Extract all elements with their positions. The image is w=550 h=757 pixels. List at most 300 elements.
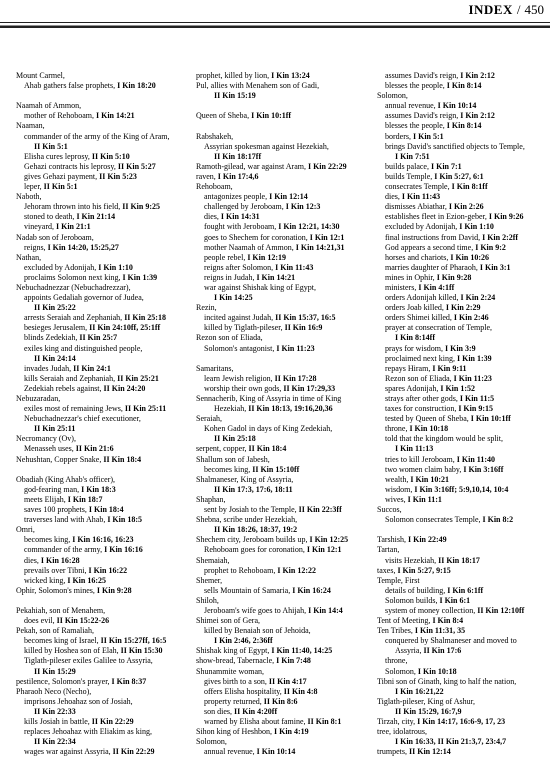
index-entry — [377, 545, 545, 555]
index-subentry — [16, 202, 184, 212]
scripture-reference: I Kin 8:1ff — [451, 182, 488, 192]
entry-text: Tartan, — [377, 545, 400, 555]
entry-text: mines in Ophir, — [385, 272, 435, 282]
scripture-reference: II Kin 22:29 — [91, 717, 134, 726]
entry-text: Obadiah (King Ahab's officer), — [16, 474, 116, 484]
entry-text: Solomon's antagonist, — [204, 343, 275, 353]
index-subentry — [16, 263, 184, 273]
scripture-reference: I Kin 12:14 — [269, 192, 308, 202]
entry-text: Rezon son of Eliada, — [385, 373, 452, 383]
entry-text: builds palace, — [385, 161, 429, 171]
index-subentry — [196, 233, 364, 243]
scripture-reference: I Kin 14:21 — [256, 272, 296, 282]
scripture-reference: II Kin 15:10ff — [252, 464, 300, 474]
scripture-reference: I Kin 12:25 — [309, 535, 349, 545]
index-entry — [16, 71, 184, 81]
scripture-reference: II Kin 25:7 — [79, 333, 118, 343]
entry-text: leper, — [24, 182, 42, 192]
scripture-reference: I Kin 10:14 — [256, 747, 296, 757]
entry-text: Tiglath-pileser, King of Ashur, — [377, 696, 475, 706]
index-entry — [196, 132, 364, 142]
index-entry — [16, 192, 184, 202]
scripture-reference: II Kin 15:30 — [120, 646, 163, 656]
index-entry — [16, 586, 184, 596]
index-subentry — [16, 293, 184, 303]
index-subentry — [377, 374, 545, 384]
entry-text: Ten Tribes, — [377, 626, 413, 636]
scripture-reference: I Kin 11:40, 14:25 — [271, 646, 333, 656]
index-entry — [377, 727, 545, 737]
index-entry — [196, 667, 364, 677]
entry-text: killed by Benaiah son of Jehoida, — [204, 626, 311, 636]
scripture-reference: I Kin 18:5 — [107, 515, 142, 525]
entry-text: Necromancy (Ov), — [16, 434, 76, 444]
index-subentry — [377, 465, 545, 475]
entry-text: worship their own gods, — [204, 383, 282, 393]
index-continuation — [16, 424, 184, 434]
scripture-reference: II Kin 4:20ff — [234, 706, 278, 716]
index-subentry — [16, 404, 184, 414]
entry-text: killed by Hoshea son of Elah, — [24, 646, 119, 656]
scripture-reference: II Kin 12:10ff — [477, 605, 525, 615]
index-subentry — [377, 515, 545, 525]
entry-text: Rezon son of Eliada, — [196, 333, 263, 343]
page-title: INDEX — [468, 2, 513, 17]
index-subentry — [377, 394, 545, 404]
entry-text: Tent of Meeting, — [377, 616, 431, 626]
entry-text: Pharaoh Neco (Necho), — [16, 686, 92, 696]
entry-text: kills Josiah in battle, — [24, 717, 90, 726]
index-entry — [377, 717, 545, 727]
index-entry — [196, 182, 364, 192]
index-subentry — [196, 424, 364, 434]
page-number: 450 — [524, 2, 544, 17]
entry-text: Nehushtan, Copper Snake, — [16, 454, 102, 464]
index-subentry — [196, 313, 364, 323]
index-entry — [16, 626, 184, 636]
scripture-reference: I Kin 12:1 — [309, 232, 345, 242]
index-subentry — [16, 132, 184, 142]
scripture-reference: I Kin 8:14 — [446, 81, 482, 91]
index-subentry — [377, 586, 545, 596]
entry-text: annual revenue, — [385, 101, 436, 111]
entry-text: gives birth to a son, — [204, 676, 267, 686]
scripture-reference: I Kin 1:39 — [456, 353, 492, 363]
entry-text: commander of the army of the King of Aram, — [24, 131, 170, 141]
index-entry — [16, 233, 184, 243]
scripture-reference: I Kin 11:31, 35 — [414, 626, 466, 636]
scripture-reference: I Kin 10:21 — [410, 474, 449, 484]
index-entry — [196, 475, 364, 485]
index-subentry — [16, 384, 184, 394]
entry-text: commander of the army, — [24, 545, 103, 555]
index-subentry — [196, 202, 364, 212]
scripture-reference: I Kin 14:4 — [308, 605, 343, 615]
entry-text: Kohen Gadol in days of King Zedekiah, — [204, 424, 333, 434]
scripture-reference: II Kin 24:20 — [103, 383, 146, 393]
index-entry — [16, 475, 184, 485]
index-subentry — [196, 687, 364, 697]
entry-text: reigns, — [24, 242, 46, 252]
index-entry — [377, 626, 545, 636]
index-entry — [16, 283, 184, 293]
index-subentry — [16, 485, 184, 495]
index-subentry — [16, 273, 184, 283]
entry-text: vineyard, — [24, 222, 54, 232]
entry-text: spares Adonijah, — [385, 383, 439, 393]
entry-text: dies, — [204, 212, 219, 222]
index-continuation — [16, 142, 184, 152]
scripture-reference: II Kin 25:18 — [124, 313, 166, 323]
index-subentry — [377, 132, 545, 142]
entry-text: killed by Tiglath-pileser, — [204, 323, 283, 333]
index-subentry — [16, 222, 184, 232]
index-spacer — [196, 101, 364, 111]
entry-text: Shalmaneser, King of Assyria, — [196, 474, 294, 484]
entry-text: orders Adonijah killed, — [385, 293, 459, 303]
index-subentry — [196, 465, 364, 475]
entry-text: brings David's sanctified objects to Temple, — [385, 141, 525, 151]
index-subentry — [196, 142, 364, 152]
index-subentry — [196, 626, 364, 636]
index-entry — [377, 747, 545, 757]
entry-text: assumes David's reign, — [385, 71, 459, 80]
index-subentry — [377, 404, 545, 414]
entry-text: Succos, — [377, 505, 402, 515]
index-subentry — [377, 273, 545, 283]
entry-text: son dies, — [204, 706, 232, 716]
index-entry — [16, 455, 184, 465]
scripture-reference: I Kin 2:24 — [460, 293, 496, 303]
index-subentry — [196, 374, 364, 384]
scripture-reference: I Kin 11:23 — [453, 373, 492, 383]
entry-text: arrests Seraiah and Zephaniah, — [24, 313, 123, 323]
index-subentry — [16, 717, 184, 727]
index-subentry — [16, 727, 184, 737]
index-subentry — [377, 455, 545, 465]
entry-text: visits Hezekiah, — [385, 555, 437, 565]
index-subentry — [377, 384, 545, 394]
index-subentry — [16, 636, 184, 646]
entry-text: Seraiah, — [196, 414, 222, 424]
entry-text: besieges Jerusalem, — [24, 323, 88, 333]
entry-text: Nathan, — [16, 252, 42, 262]
index-subentry — [196, 283, 364, 293]
index-entry — [377, 505, 545, 515]
scripture-reference: II Kin 5:10 — [91, 151, 130, 161]
scripture-reference: I Kin 2:26 — [448, 202, 484, 212]
index-subentry — [377, 354, 545, 364]
index-subentry — [16, 364, 184, 374]
index-subentry — [377, 202, 545, 212]
index-subentry — [377, 243, 545, 253]
scripture-reference: I Kin 21:14 — [76, 212, 116, 222]
scripture-reference: I Kin 5:1 — [413, 131, 444, 141]
scripture-reference: II Kin 22:34 — [34, 737, 76, 747]
entry-text: Assyria, — [395, 646, 422, 656]
index-subentry — [196, 606, 364, 616]
index-continuation — [196, 525, 364, 535]
index-entry — [196, 162, 364, 172]
scripture-reference: I Kin 9:15 — [458, 404, 493, 414]
index-subentry — [377, 263, 545, 273]
scripture-reference: I Kin 9:2 — [475, 242, 506, 252]
index-continuation — [377, 152, 545, 162]
entry-text: consecrates Temple, — [385, 182, 450, 192]
index-subentry — [377, 364, 545, 374]
scripture-reference: I Kin 3:9 — [445, 343, 476, 353]
scripture-reference: I Kin 16:28 — [40, 555, 80, 565]
scripture-reference: I Kin 9:28 — [436, 272, 472, 282]
scripture-reference: I Kin 14:17, 16:6-9, 17, 23 — [417, 717, 506, 726]
entry-text: Ramoth-gilead, war against Aram, — [196, 161, 306, 171]
entry-text: annual revenue, — [204, 747, 255, 757]
index-entry — [196, 364, 364, 374]
index-entry — [196, 172, 364, 182]
index-subentry — [16, 172, 184, 182]
entry-text: goes to Shechem for coronation, — [204, 232, 308, 242]
index-entry — [16, 394, 184, 404]
entry-text: Jeroboam's wife goes to Ahijah, — [204, 605, 307, 615]
entry-text: orders Shimei killed, — [385, 313, 452, 323]
scripture-reference: II Kin 25:11 — [124, 404, 167, 414]
index-continuation — [377, 737, 545, 747]
index-subentry — [196, 707, 364, 717]
entry-text: taxes for construction, — [385, 404, 457, 414]
scripture-reference: I Kin 11:5 — [459, 394, 495, 403]
index-subentry — [16, 374, 184, 384]
entry-text: Hezekiah, — [214, 404, 247, 414]
scripture-reference: I Kin 1:52 — [440, 383, 475, 393]
scripture-reference: I Kin 8:4 — [432, 616, 464, 626]
entry-text: prophet to Rehoboam, — [204, 565, 276, 575]
index-subentry — [377, 233, 545, 243]
scripture-reference: II Kin 18:13, 19:16,20,36 — [248, 404, 333, 414]
scripture-reference: I Kin 16:21,22 — [395, 686, 444, 696]
scripture-reference: II Kin 4:17 — [268, 676, 307, 686]
index-entry — [196, 616, 364, 626]
index-subentry — [377, 162, 545, 172]
scripture-reference: I Kin 6:1ff — [447, 585, 484, 595]
index-entry — [16, 121, 184, 131]
entry-text: Shallum son of Jabesh, — [196, 454, 270, 464]
scripture-reference: II Kin 15:29, 16:7,9 — [395, 706, 462, 716]
index-subentry — [377, 596, 545, 606]
entry-text: Shunammite woman, — [196, 666, 264, 676]
scripture-reference: I Kin 8:14ff — [395, 333, 435, 343]
entry-text: excluded by Adonijah, — [385, 222, 458, 232]
index-subentry — [377, 344, 545, 354]
index-subentry — [16, 333, 184, 343]
scripture-reference: I Kin 16:22 — [88, 565, 128, 575]
entry-text: God appears a second time, — [385, 242, 474, 252]
entry-text: Shechem city, Jeroboam builds up, — [196, 535, 308, 545]
index-entry — [377, 616, 545, 626]
entry-text: stoned to death, — [24, 212, 75, 222]
entry-text: antagonizes people, — [204, 192, 268, 202]
entry-text: builds Temple, — [385, 171, 433, 181]
entry-text: Rezin, — [196, 303, 217, 313]
index-entry — [16, 525, 184, 535]
header-rule — [0, 22, 550, 28]
index-subentry — [16, 182, 184, 192]
scripture-reference: I Kin 2:29 — [445, 303, 481, 313]
index-entry — [196, 737, 364, 747]
index-entry — [196, 656, 364, 666]
entry-text: orders Joab killed, — [385, 303, 444, 313]
scripture-reference: II Kin 8:1 — [307, 717, 342, 726]
entry-text: Shebna, scribe under Hezekiah, — [196, 515, 298, 525]
scripture-reference: II Kin 25:11 — [34, 424, 76, 434]
entry-text: meets Elijah, — [24, 494, 66, 504]
index-entry — [196, 515, 364, 525]
entry-text: establishes fleet in Ezion-geber, — [385, 212, 487, 222]
entry-text: offers Elisha hospitality, — [204, 686, 282, 696]
entry-text: Tirzah, city, — [377, 717, 416, 726]
index-subentry — [196, 212, 364, 222]
index-continuation — [377, 333, 545, 343]
entry-text: exiles king and distinguished people, — [24, 343, 143, 353]
index-subentry — [377, 485, 545, 495]
entry-text: gives Gehazi payment, — [24, 171, 98, 181]
scripture-reference: I Kin 22:29 — [307, 161, 347, 171]
scripture-reference: I Kin 11:1 — [407, 494, 442, 504]
index-entry — [377, 697, 545, 707]
scripture-reference: II Kin 22:3ff — [298, 505, 342, 515]
entry-text: excluded by Adonijah, — [24, 262, 97, 272]
index-subentry — [377, 667, 545, 677]
index-subentry — [196, 253, 364, 263]
index-spacer — [16, 91, 184, 101]
entry-text: Solomon, — [377, 91, 408, 101]
index-continuation — [16, 303, 184, 313]
entry-text: show-bread, Tabernacle, — [196, 656, 275, 666]
index-continuation — [377, 646, 545, 656]
entry-text: Pul, allies with Menahem son of Gadi, — [196, 81, 320, 91]
entry-text: reigns in Judah, — [204, 272, 255, 282]
index-subentry — [196, 263, 364, 273]
entry-text: Solomon builds, — [385, 595, 438, 605]
entry-text: blesses the people, — [385, 121, 445, 131]
index-subentry — [16, 535, 184, 545]
index-subentry — [377, 192, 545, 202]
scripture-reference: I Kin 21:1 — [56, 222, 91, 232]
index-subentry — [16, 656, 184, 666]
scripture-reference: I Kin 4:1ff — [418, 282, 455, 292]
scripture-reference: I Kin 3:1 — [479, 262, 511, 272]
scripture-reference: I Kin 16:25 — [67, 575, 106, 585]
index-entry — [196, 646, 364, 656]
index-entry — [377, 535, 545, 545]
entry-text: wicked king, — [24, 575, 66, 585]
entry-text: people rebel, — [204, 252, 246, 262]
index-columns — [16, 71, 550, 757]
index-subentry — [377, 142, 545, 152]
index-entry — [196, 333, 364, 343]
scripture-reference: II Kin 25:21 — [117, 373, 159, 383]
entry-text: prays for wisdom, — [385, 343, 443, 353]
index-subentry — [377, 475, 545, 485]
entry-text: serpent, copper, — [196, 444, 247, 454]
index-subentry — [377, 71, 545, 81]
entry-text: wisdom, — [385, 484, 413, 494]
scripture-reference: I Kin 14:31 — [220, 212, 260, 222]
scripture-reference: I Kin 10:18 — [409, 424, 449, 434]
index-spacer — [196, 354, 364, 364]
entry-text: Tiglath-pileser exiles Galilee to Assyria, — [24, 656, 153, 666]
entry-text: replaces Jehoahaz with Eliakim as king, — [24, 727, 152, 737]
index-column-2 — [196, 71, 364, 757]
index-subentry — [196, 192, 364, 202]
entry-text: fought with Jeroboam, — [204, 222, 277, 232]
entry-text: learn Jewish religion, — [204, 373, 273, 383]
entry-text: kills Seraiah and Zephaniah, — [24, 373, 116, 383]
scripture-reference: I Kin 16:33, II Kin 21:3,7, 23:4,7 — [395, 737, 507, 747]
entry-text: Solomon, — [385, 666, 416, 676]
entry-text: tested by Queen of Sheba, — [385, 414, 469, 424]
index-continuation — [377, 444, 545, 454]
index-continuation — [196, 636, 364, 646]
scripture-reference: I Kin 9:11 — [432, 363, 467, 373]
entry-text: appoints Gedaliah governor of Judea, — [24, 293, 144, 303]
index-spacer — [377, 525, 545, 535]
index-subentry — [16, 566, 184, 576]
scripture-reference: II Kin 18:26, 18:37, 19:2 — [214, 525, 298, 535]
entry-text: warned by Elisha about famine, — [204, 717, 306, 726]
index-subentry — [196, 545, 364, 555]
index-subentry — [377, 212, 545, 222]
index-entry — [196, 576, 364, 586]
entry-text: marries daughter of Pharaoh, — [385, 262, 478, 272]
scripture-reference: I Kin 10:14 — [437, 101, 477, 111]
scripture-reference: I Kin 8:2 — [482, 515, 514, 525]
entry-text: throne, — [385, 656, 408, 666]
scripture-reference: I Kin 17:4,6 — [217, 171, 259, 181]
index-subentry — [196, 243, 364, 253]
entry-text: imprisons Jehoahaz son of Josiah, — [24, 696, 133, 706]
index-entry — [377, 566, 545, 576]
index-subentry — [16, 444, 184, 454]
entry-text: challenged by Jeroboam, — [204, 202, 284, 212]
entry-text: god-fearing man, — [24, 484, 80, 494]
entry-text: tries to kill Jeroboam, — [385, 454, 455, 464]
scripture-reference: I Kin 14:21,31 — [295, 242, 345, 252]
scripture-reference: I Kin 2:46 — [453, 313, 489, 323]
scripture-reference: I Kin 16:24 — [292, 585, 331, 595]
page-header — [468, 2, 544, 18]
index-entry — [196, 303, 364, 313]
index-subentry — [16, 505, 184, 515]
index-subentry — [377, 303, 545, 313]
entry-text: strays after other gods, — [385, 394, 458, 403]
index-entry — [377, 91, 545, 101]
entry-text: throne, — [385, 424, 408, 434]
scripture-reference: I Kin 10:1ff — [251, 111, 292, 121]
index-column-1 — [16, 71, 184, 757]
index-entry — [196, 81, 364, 91]
scripture-reference: I Kin 12:3 — [285, 202, 321, 212]
header-separator: / — [516, 2, 521, 17]
scripture-reference: II Kin 17:28 — [274, 373, 317, 383]
entry-text: dies, — [385, 192, 400, 202]
entry-text: mother Naamah of Ammon, — [204, 242, 294, 252]
index-subentry — [377, 81, 545, 91]
index-entry — [16, 101, 184, 111]
entry-text: Rabshakeh, — [196, 131, 234, 141]
scripture-reference: II Kin 18:17ff — [214, 151, 262, 161]
scripture-reference: I Kin 7:51 — [395, 151, 430, 161]
entry-text: Nebuchadnezzar's chief executioner, — [24, 414, 141, 424]
